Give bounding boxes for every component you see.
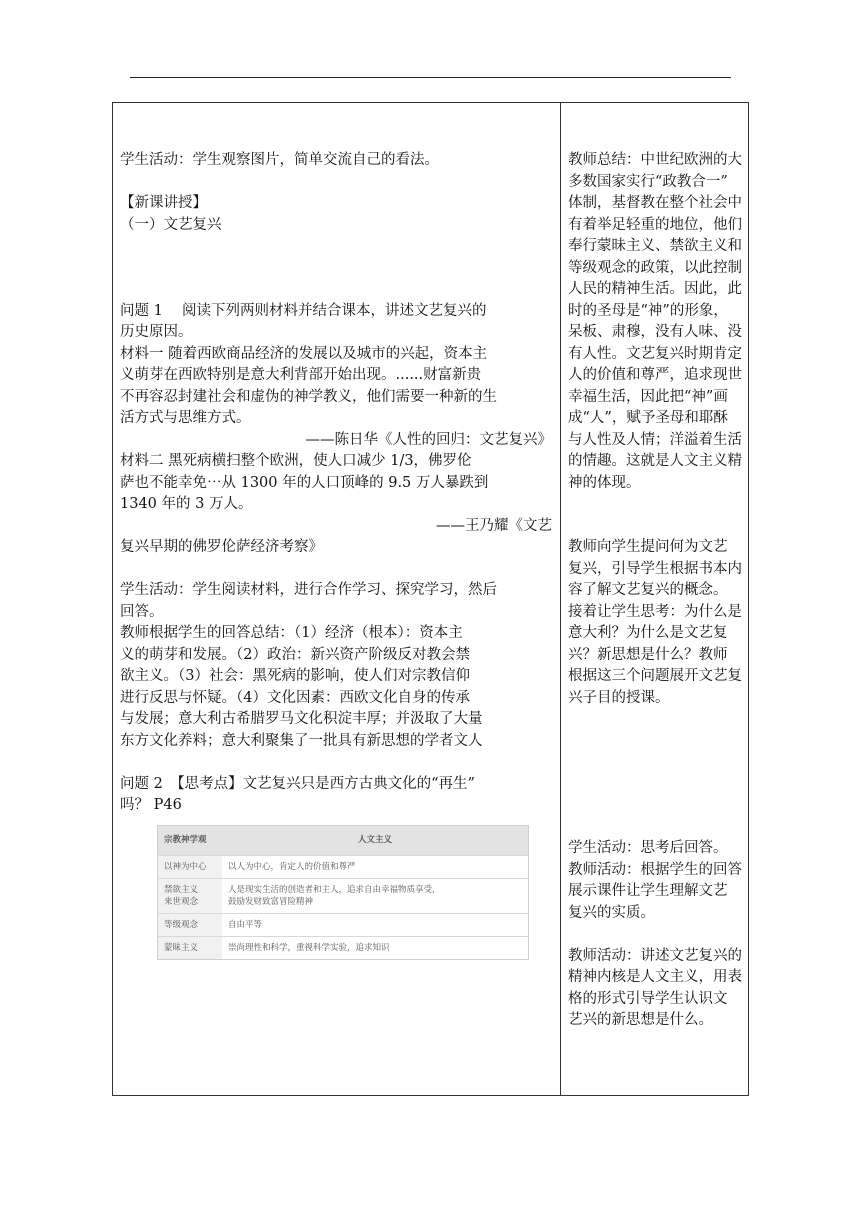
right-text-line: 奉行蒙昧主义、禁欲主义和 <box>568 238 742 254</box>
comparison-header-left: 宗教神学观 <box>158 826 222 856</box>
teacher-summary-line: 教师根据学生的回答总结：（1）经济（根本）：资本主 <box>120 625 463 641</box>
teacher-summary-block <box>568 150 743 494</box>
left-column <box>120 150 552 968</box>
material-1-source: ——陈日华《人性的回归：文艺复兴》 <box>305 431 552 448</box>
student-activity-observe: 学生活动：学生观察图片，简单交流自己的看法。 <box>120 152 439 168</box>
material-1-line: 材料一 随着西欧商品经济的发展以及城市的兴起，资本主 <box>120 345 488 362</box>
comparison-cell: 以人为中心，肯定人的价值和尊严 <box>222 856 528 879</box>
header-rule <box>130 77 731 78</box>
section-heading: 【新课讲授】 <box>120 195 207 211</box>
teacher-summary-line: 欲主义。（3）社会：黑死病的影响，使人们对宗教信仰 <box>120 668 470 684</box>
comparison-table-image <box>157 825 529 961</box>
right-text-line: 呆板、肃穆，没有人味、没 <box>568 324 742 340</box>
comparison-cell-line: 禁欲主义 <box>164 885 199 895</box>
right-text-line: 复兴的实质。 <box>568 904 655 921</box>
right-text-line: 人的价值和尊严，追求现世 <box>568 367 742 383</box>
question-2-line: 吗？ P46 <box>120 797 182 813</box>
right-text-line: 有人性。文艺复兴时期肯定 <box>568 345 742 362</box>
right-text-line: 学生活动：思考后回答。 <box>568 840 728 856</box>
right-text-line: 艺兴的新思想是什么。 <box>568 1012 713 1028</box>
comparison-row <box>158 856 528 879</box>
comparison-cell-line: 鼓励发财致富冒险精神 <box>228 897 314 907</box>
right-text-line: 兴子目的授课。 <box>568 689 670 706</box>
right-text-line: 教师活动：讲述文艺复兴的 <box>568 947 742 964</box>
comparison-cell: 蒙昧主义 <box>158 937 222 960</box>
right-text-line: 成“人”，赋予圣母和耶酥 <box>568 410 728 426</box>
teacher-question-block <box>568 537 743 709</box>
right-text-line: 教师向学生提问何为文艺 <box>568 539 728 555</box>
right-text-line: 意大利？为什么是文艺复 <box>568 625 728 641</box>
right-text-line: 人民的精神生活。因此，此 <box>568 281 742 297</box>
lesson-table <box>112 102 749 1096</box>
right-column <box>568 150 743 1032</box>
subsection-heading: （一）文艺复兴 <box>120 216 222 233</box>
comparison-row <box>158 914 528 937</box>
material-2-line: 萨也不能幸免⋯从 1300 年的人口顶峰的 9.5 万人暴跌到 <box>120 474 489 491</box>
right-text-line: 复兴，引导学生根据书本内 <box>568 560 742 577</box>
right-text-line: 展示课件让学生理解文艺 <box>568 883 728 899</box>
student-activity-read: 学生活动：学生阅读材料，进行合作学习、探究学习，然后 <box>120 582 497 598</box>
comparison-row <box>158 937 528 960</box>
right-text-line: 容了解文艺复兴的概念。 <box>568 582 728 598</box>
material-1-line: 义萌芽在西欧特别是意大利背部开始出现。......财富新贵 <box>120 367 482 383</box>
right-text-line: 教师总结：中世纪欧洲的大 <box>568 152 742 168</box>
student-answer-block <box>568 838 743 924</box>
teacher-activity-block <box>568 946 743 1032</box>
question-2-line: 问题 2 【思考点】文艺复兴只是西方古典文化的“再生” <box>120 775 475 792</box>
question-1-line: 问题 1 阅读下列两则材料并结合课本，讲述文艺复兴的 <box>120 302 487 319</box>
right-text-line: 幸福生活，因此把“神”画 <box>568 388 728 405</box>
right-text-line: 的情趣。这就是人文主义精 <box>568 453 742 469</box>
question-1-line: 历史原因。 <box>120 324 193 340</box>
comparison-cell <box>158 879 222 914</box>
right-text-line: 与人性及人情；洋溢着生活 <box>568 431 742 448</box>
material-2-source: ——王乃耀《文艺 <box>436 517 552 534</box>
comparison-cell: 自由平等 <box>222 914 528 937</box>
column-divider <box>560 103 561 1095</box>
right-text-line: 有着举足轻重的地位，他们 <box>568 216 742 233</box>
comparison-header-right: 人文主义 <box>222 826 528 856</box>
right-text-line: 多数国家实行“政教合一” <box>568 173 728 190</box>
comparison-cell: 以神为中心 <box>158 856 222 879</box>
right-text-line: 精神内核是人文主义，用表 <box>568 969 742 985</box>
comparison-cell: 崇尚理性和科学，重视科学实验，追求知识 <box>222 937 528 960</box>
comparison-cell-line: 来世观念 <box>164 897 199 907</box>
right-text-line: 格的形式引导学生认识文 <box>568 990 728 1007</box>
material-2-line: 1340 年的 3 万人。 <box>120 496 253 512</box>
material-2-source: 复兴早期的佛罗伦萨经济考察》 <box>120 539 323 555</box>
right-text-line: 神的体现。 <box>568 474 641 491</box>
comparison-cell <box>222 879 528 914</box>
comparison-cell: 等级观念 <box>158 914 222 937</box>
right-text-line: 体制，基督教在整个社会中 <box>568 195 742 211</box>
right-text-line: 根据这三个问题展开文艺复 <box>568 668 742 684</box>
right-text-line: 等级观念的政策，以此控制 <box>568 259 742 276</box>
right-text-line: 接着让学生思考：为什么是 <box>568 603 742 620</box>
right-text-line: 兴？新思想是什么？教师 <box>568 646 728 663</box>
student-activity-read: 回答。 <box>120 603 164 620</box>
comparison-cell-line: 人是现实生活的创造者和主人，追求自由幸福物质享受， <box>228 885 441 895</box>
material-1-line: 不再容忍封建社会和虚伪的神学教义，他们需要一种新的生 <box>120 388 497 405</box>
teacher-summary-line: 义的萌芽和发展。（2）政治：新兴资产阶级反对教会禁 <box>120 646 470 663</box>
teacher-summary-line: 东方文化养料；意大利聚集了一批具有新思想的学者文人 <box>120 732 483 749</box>
comparison-row <box>158 879 528 914</box>
material-2-line: 材料二 黑死病横扫整个欧洲，使人口减少 1/3，佛罗伦 <box>120 453 472 469</box>
material-1-line: 活方式与思维方式。 <box>120 410 251 426</box>
teacher-summary-line: 进行反思与怀疑。（4）文化因素：西欧文化自身的传承 <box>120 689 470 706</box>
comparison-table <box>158 826 528 960</box>
teacher-summary-line: 与发展；意大利古希腊罗马文化积淀丰厚；并汲取了大量 <box>120 711 483 727</box>
right-text-line: 教师活动：根据学生的回答 <box>568 861 742 878</box>
right-text-line: 时的圣母是“神”的形象， <box>568 302 728 319</box>
